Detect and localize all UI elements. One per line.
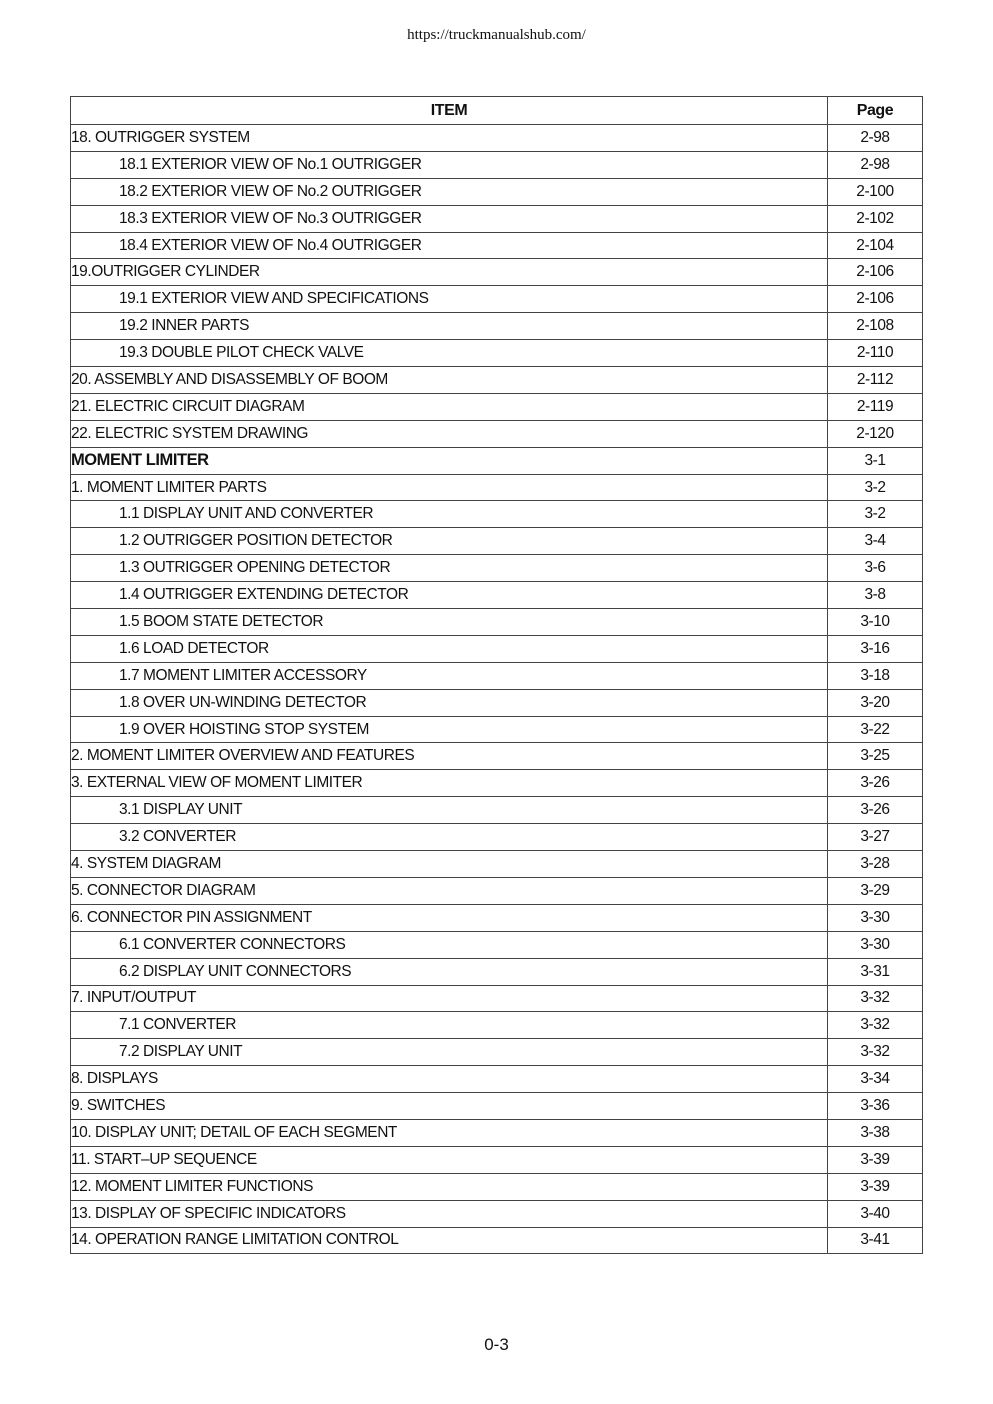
toc-entry-title: 6.2 DISPLAY UNIT CONNECTORS [71, 958, 828, 985]
table-row[interactable] [71, 851, 923, 878]
table-row[interactable] [71, 716, 923, 743]
toc-entry-title: 18.2 EXTERIOR VIEW OF No.2 OUTRIGGER [71, 178, 828, 205]
table-row[interactable] [71, 582, 923, 609]
toc-entry-page: 3-22 [828, 716, 923, 743]
toc-header-row [71, 97, 923, 125]
toc-entry-page: 3-31 [828, 958, 923, 985]
table-row[interactable] [71, 420, 923, 447]
table-row[interactable] [71, 286, 923, 313]
toc-entry-page: 3-30 [828, 904, 923, 931]
table-row[interactable] [71, 1066, 923, 1093]
column-header-item: ITEM [71, 97, 828, 125]
table-row[interactable] [71, 904, 923, 931]
toc-entry-page: 2-106 [828, 286, 923, 313]
toc-entry-page: 3-8 [828, 582, 923, 609]
toc-entry-title: 6.1 CONVERTER CONNECTORS [71, 931, 828, 958]
table-row[interactable] [71, 662, 923, 689]
toc-entry-page: 3-32 [828, 1039, 923, 1066]
toc-entry-page: 3-20 [828, 689, 923, 716]
toc-entry-page: 2-98 [828, 125, 923, 152]
toc-entry-page: 3-39 [828, 1146, 923, 1173]
toc-entry-page: 2-108 [828, 313, 923, 340]
table-row[interactable] [71, 931, 923, 958]
toc-entry-page: 3-32 [828, 985, 923, 1012]
table-row[interactable] [71, 1093, 923, 1120]
table-row[interactable] [71, 340, 923, 367]
toc-entry-page: 2-119 [828, 393, 923, 420]
table-row[interactable] [71, 1119, 923, 1146]
toc-entry-title: 1.4 OUTRIGGER EXTENDING DETECTOR [71, 582, 828, 609]
toc-entry-title: 1.1 DISPLAY UNIT AND CONVERTER [71, 501, 828, 528]
table-row[interactable] [71, 367, 923, 394]
toc-entry-page: 3-2 [828, 474, 923, 501]
toc-entry-title: 3.1 DISPLAY UNIT [71, 797, 828, 824]
toc-entry-page: 3-36 [828, 1093, 923, 1120]
toc-entry-title: 18.3 EXTERIOR VIEW OF No.3 OUTRIGGER [71, 205, 828, 232]
table-row[interactable] [71, 501, 923, 528]
table-row[interactable] [71, 151, 923, 178]
toc-entry-page: 2-104 [828, 232, 923, 259]
toc-entry-page: 2-100 [828, 178, 923, 205]
table-row[interactable] [71, 1173, 923, 1200]
toc-entry-title: 8. DISPLAYS [71, 1066, 828, 1093]
toc-entry-title: 5. CONNECTOR DIAGRAM [71, 877, 828, 904]
toc-entry-title: 18.1 EXTERIOR VIEW OF No.1 OUTRIGGER [71, 151, 828, 178]
table-row[interactable] [71, 689, 923, 716]
table-row[interactable] [71, 635, 923, 662]
table-row[interactable] [71, 313, 923, 340]
toc-entry-page: 3-26 [828, 770, 923, 797]
toc-entry-page: 2-120 [828, 420, 923, 447]
toc-entry-page: 2-110 [828, 340, 923, 367]
column-header-page: Page [828, 97, 923, 125]
table-row[interactable] [71, 958, 923, 985]
table-row[interactable] [71, 259, 923, 286]
toc-entry-page: 2-102 [828, 205, 923, 232]
toc-entry-page: 3-41 [828, 1227, 923, 1254]
toc-entry-page: 3-18 [828, 662, 923, 689]
toc-body [71, 125, 923, 1254]
toc-entry-page: 3-26 [828, 797, 923, 824]
table-row[interactable] [71, 770, 923, 797]
table-row[interactable] [71, 609, 923, 636]
toc-entry-page: 3-1 [828, 447, 923, 474]
table-row[interactable] [71, 797, 923, 824]
toc-entry-page: 3-39 [828, 1173, 923, 1200]
toc-entry-page: 3-4 [828, 528, 923, 555]
toc-entry-title: 3.2 CONVERTER [71, 824, 828, 851]
table-row[interactable] [71, 824, 923, 851]
table-row[interactable] [71, 1012, 923, 1039]
toc-entry-title: 4. SYSTEM DIAGRAM [71, 851, 828, 878]
table-row[interactable] [71, 555, 923, 582]
toc-entry-page: 2-112 [828, 367, 923, 394]
toc-entry-page: 3-29 [828, 877, 923, 904]
toc-entry-page: 3-30 [828, 931, 923, 958]
table-of-contents [70, 96, 923, 1254]
toc-entry-title: 1. MOMENT LIMITER PARTS [71, 474, 828, 501]
toc-entry-title: 3. EXTERNAL VIEW OF MOMENT LIMITER [71, 770, 828, 797]
toc-entry-title: 13. DISPLAY OF SPECIFIC INDICATORS [71, 1200, 828, 1227]
toc-entry-title: 14. OPERATION RANGE LIMITATION CONTROL [71, 1227, 828, 1254]
section-title: MOMENT LIMITER [71, 447, 828, 474]
toc-entry-title: 7.1 CONVERTER [71, 1012, 828, 1039]
toc-entry-page: 3-40 [828, 1200, 923, 1227]
toc-entry-page: 3-27 [828, 824, 923, 851]
table-row[interactable] [71, 393, 923, 420]
toc-entry-title: 12. MOMENT LIMITER FUNCTIONS [71, 1173, 828, 1200]
toc-entry-title: 1.5 BOOM STATE DETECTOR [71, 609, 828, 636]
table-row[interactable] [71, 232, 923, 259]
table-row[interactable] [71, 447, 923, 474]
table-row[interactable] [71, 743, 923, 770]
table-row[interactable] [71, 528, 923, 555]
toc-entry-title: 18. OUTRIGGER SYSTEM [71, 125, 828, 152]
toc-entry-title: 1.9 OVER HOISTING STOP SYSTEM [71, 716, 828, 743]
toc-entry-page: 3-28 [828, 851, 923, 878]
source-url[interactable]: https://truckmanualshub.com/ [407, 27, 586, 43]
toc-entry-page: 3-2 [828, 501, 923, 528]
table-row[interactable] [71, 125, 923, 152]
toc-entry-title: 2. MOMENT LIMITER OVERVIEW AND FEATURES [71, 743, 828, 770]
table-row[interactable] [71, 205, 923, 232]
toc-entry-title: 19.2 INNER PARTS [71, 313, 828, 340]
toc-entry-title: 19.OUTRIGGER CYLINDER [71, 259, 828, 286]
toc-entry-title: 1.2 OUTRIGGER POSITION DETECTOR [71, 528, 828, 555]
toc-entry-page: 2-98 [828, 151, 923, 178]
page-number: 0-3 [484, 1335, 509, 1354]
toc-entry-title: 1.3 OUTRIGGER OPENING DETECTOR [71, 555, 828, 582]
table-row[interactable] [71, 178, 923, 205]
table-row[interactable] [71, 1039, 923, 1066]
toc-entry-title: 19.1 EXTERIOR VIEW AND SPECIFICATIONS [71, 286, 828, 313]
toc-entry-title: 10. DISPLAY UNIT; DETAIL OF EACH SEGMENT [71, 1119, 828, 1146]
toc-entry-title: 1.8 OVER UN-WINDING DETECTOR [71, 689, 828, 716]
table-row[interactable] [71, 1227, 923, 1254]
toc-entry-page: 3-25 [828, 743, 923, 770]
toc-entry-page: 3-10 [828, 609, 923, 636]
toc-entry-page: 3-38 [828, 1119, 923, 1146]
toc-entry-title: 7.2 DISPLAY UNIT [71, 1039, 828, 1066]
toc-entry-title: 22. ELECTRIC SYSTEM DRAWING [71, 420, 828, 447]
toc-entry-title: 7. INPUT/OUTPUT [71, 985, 828, 1012]
toc-entry-title: 20. ASSEMBLY AND DISASSEMBLY OF BOOM [71, 367, 828, 394]
toc-entry-title: 1.6 LOAD DETECTOR [71, 635, 828, 662]
toc-entry-page: 3-6 [828, 555, 923, 582]
toc-entry-title: 1.7 MOMENT LIMITER ACCESSORY [71, 662, 828, 689]
toc-entry-title: 19.3 DOUBLE PILOT CHECK VALVE [71, 340, 828, 367]
toc-entry-page: 3-34 [828, 1066, 923, 1093]
table-row[interactable] [71, 985, 923, 1012]
toc-entry-page: 2-106 [828, 259, 923, 286]
toc-entry-title: 6. CONNECTOR PIN ASSIGNMENT [71, 904, 828, 931]
table-row[interactable] [71, 877, 923, 904]
toc-entry-page: 3-32 [828, 1012, 923, 1039]
toc-entry-title: 21. ELECTRIC CIRCUIT DIAGRAM [71, 393, 828, 420]
table-row[interactable] [71, 1146, 923, 1173]
table-row[interactable] [71, 474, 923, 501]
toc-entry-page: 3-16 [828, 635, 923, 662]
toc-entry-title: 18.4 EXTERIOR VIEW OF No.4 OUTRIGGER [71, 232, 828, 259]
table-row[interactable] [71, 1200, 923, 1227]
toc-entry-title: 9. SWITCHES [71, 1093, 828, 1120]
toc-entry-title: 11. START–UP SEQUENCE [71, 1146, 828, 1173]
